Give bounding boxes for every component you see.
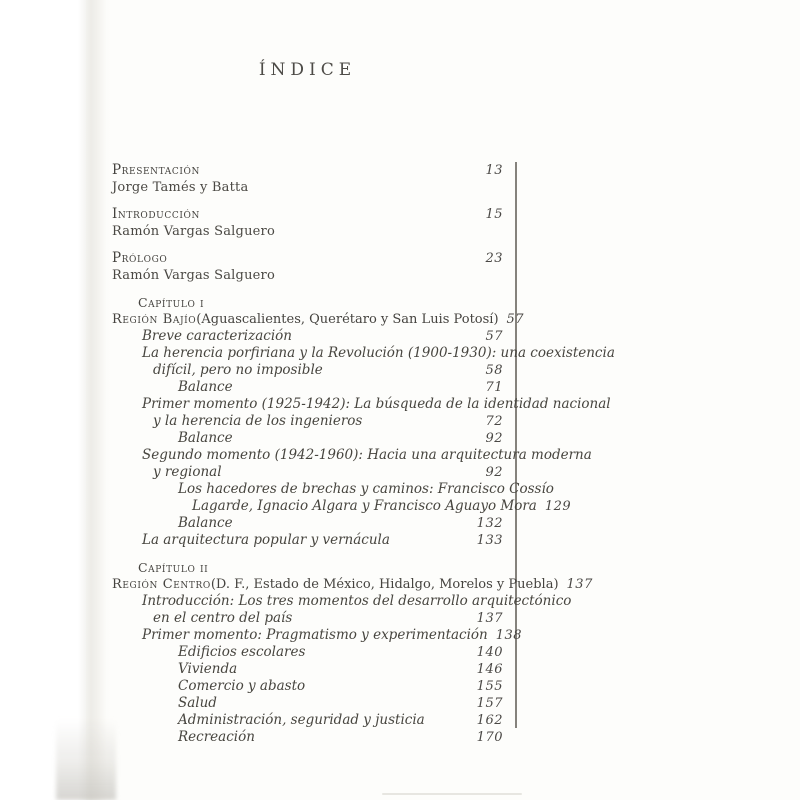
toc-page-number: 57 <box>485 329 503 344</box>
toc-page-number: 132 <box>476 516 503 531</box>
toc-entry-text: difícil, pero no imposible <box>153 362 323 378</box>
table-of-contents <box>112 162 615 746</box>
toc-entry-text: Ramón Vargas Salguero <box>112 268 275 283</box>
toc-entry-smallcaps: Capítulo i <box>138 295 205 310</box>
toc-row <box>112 345 615 362</box>
toc-row <box>112 678 503 695</box>
toc-entry-text: Balance <box>178 515 233 531</box>
toc-entry-smallcaps: Presentación <box>112 162 200 178</box>
toc-entry-smallcaps: Capítulo ii <box>138 560 209 575</box>
toc-entry-text: y regional <box>153 464 222 480</box>
toc-row <box>112 559 503 576</box>
toc-row <box>112 328 503 345</box>
toc-entry-text: Jorge Tamés y Batta <box>112 180 249 195</box>
toc-page-number: 72 <box>485 414 503 429</box>
toc-row <box>112 576 593 593</box>
toc-row <box>112 593 572 610</box>
page-title: ÍNDICE <box>258 60 357 80</box>
toc-page-number: 92 <box>485 431 503 446</box>
toc-row <box>112 627 523 644</box>
toc-entry-text: Balance <box>178 379 233 395</box>
toc-entry-text: Recreación <box>178 729 255 745</box>
toc-row <box>112 413 503 430</box>
toc-row <box>112 644 503 661</box>
toc-row <box>112 294 503 311</box>
toc-row <box>112 695 503 712</box>
toc-entry-text: Los hacedores de brechas y caminos: Francisco Cossío <box>178 481 554 497</box>
toc-row <box>112 206 503 223</box>
toc-entry-text: Salud <box>178 695 217 711</box>
toc-entry-text: Ramón Vargas Salguero <box>112 224 275 239</box>
toc-row <box>112 162 503 179</box>
page-bottom-shadow <box>56 718 116 800</box>
toc-entry-smallcaps: Región Centro <box>112 577 211 592</box>
toc-entry-smallcaps: Región Bajío <box>112 312 197 327</box>
toc-entry-text: (Aguascalientes, Querétaro y San Luis Potosí) <box>196 312 499 327</box>
toc-entry-text: Segundo momento (1942-1960): Hacia una arquitectura moderna <box>142 447 592 463</box>
toc-page-number: 140 <box>476 645 503 660</box>
toc-row <box>112 481 554 498</box>
toc-entry-text: en el centro del país <box>153 610 293 626</box>
toc-page-number: 13 <box>485 163 503 178</box>
toc-page-number: 170 <box>476 730 503 745</box>
toc-page-number: 146 <box>476 662 503 677</box>
toc-row <box>112 362 503 379</box>
toc-row <box>112 712 503 729</box>
toc-row <box>112 661 503 678</box>
toc-entry-text: Introducción: Los tres momentos del desarrollo arquitectónico <box>142 593 572 609</box>
toc-page-number: 23 <box>485 251 503 266</box>
toc-page-number: 162 <box>476 713 503 728</box>
toc-entry-text: Primer momento (1925-1942): La búsqueda de la identidad nacional <box>142 396 611 412</box>
toc-entry-text: Lagarde, Ignacio Algara y Francisco Aguayo Mora <box>192 498 537 514</box>
page-crease-line <box>382 793 522 795</box>
toc-page-number: 129 <box>544 499 572 514</box>
toc-page-number: 57 <box>506 312 525 327</box>
toc-page-number: 133 <box>476 533 503 548</box>
toc-entry-text: Balance <box>178 430 233 446</box>
toc-entry-text: Primer momento: Pragmatismo y experimentación <box>142 627 488 643</box>
toc-page-number: 157 <box>476 696 503 711</box>
toc-row <box>112 179 503 196</box>
toc-entry-text: Administración, seguridad y justicia <box>178 712 425 728</box>
page-left-edge-shadow <box>78 0 112 800</box>
toc-page-number: 138 <box>495 628 523 643</box>
toc-entry-text: Comercio y abasto <box>178 678 306 694</box>
toc-entry-smallcaps: Introducción <box>112 206 200 222</box>
toc-entry-text: y la herencia de los ingenieros <box>153 413 363 429</box>
toc-row <box>112 498 572 515</box>
toc-row <box>112 223 503 240</box>
toc-row <box>112 250 503 267</box>
toc-row <box>112 396 611 413</box>
toc-row <box>112 267 503 284</box>
toc-entry-text: Edificios escolares <box>178 644 306 660</box>
toc-entry-text: La arquitectura popular y vernácula <box>142 532 390 548</box>
toc-page-number: 92 <box>485 465 503 480</box>
toc-page-number: 15 <box>485 207 503 222</box>
toc-row <box>112 532 503 549</box>
toc-page-number: 58 <box>485 363 503 378</box>
toc-entry-text: Vivienda <box>178 661 238 677</box>
toc-page-number: 137 <box>566 577 593 592</box>
toc-row <box>112 447 592 464</box>
toc-row <box>112 379 503 396</box>
toc-page-number: 71 <box>485 380 503 395</box>
toc-page-number: 155 <box>476 679 503 694</box>
toc-entry-text: La herencia porfiriana y la Revolución (1900-1930): una coexistencia <box>142 345 615 361</box>
toc-row <box>112 515 503 532</box>
toc-row <box>112 464 503 481</box>
toc-row <box>112 430 503 447</box>
toc-row <box>112 729 503 746</box>
toc-page-number: 137 <box>476 611 503 626</box>
toc-entry-text: Breve caracterización <box>142 328 292 344</box>
toc-entry-smallcaps: Prólogo <box>112 250 168 266</box>
toc-row <box>112 610 503 627</box>
toc-row <box>112 311 525 328</box>
toc-entry-text: (D. F., Estado de México, Hidalgo, Morelos y Puebla) <box>210 577 559 592</box>
